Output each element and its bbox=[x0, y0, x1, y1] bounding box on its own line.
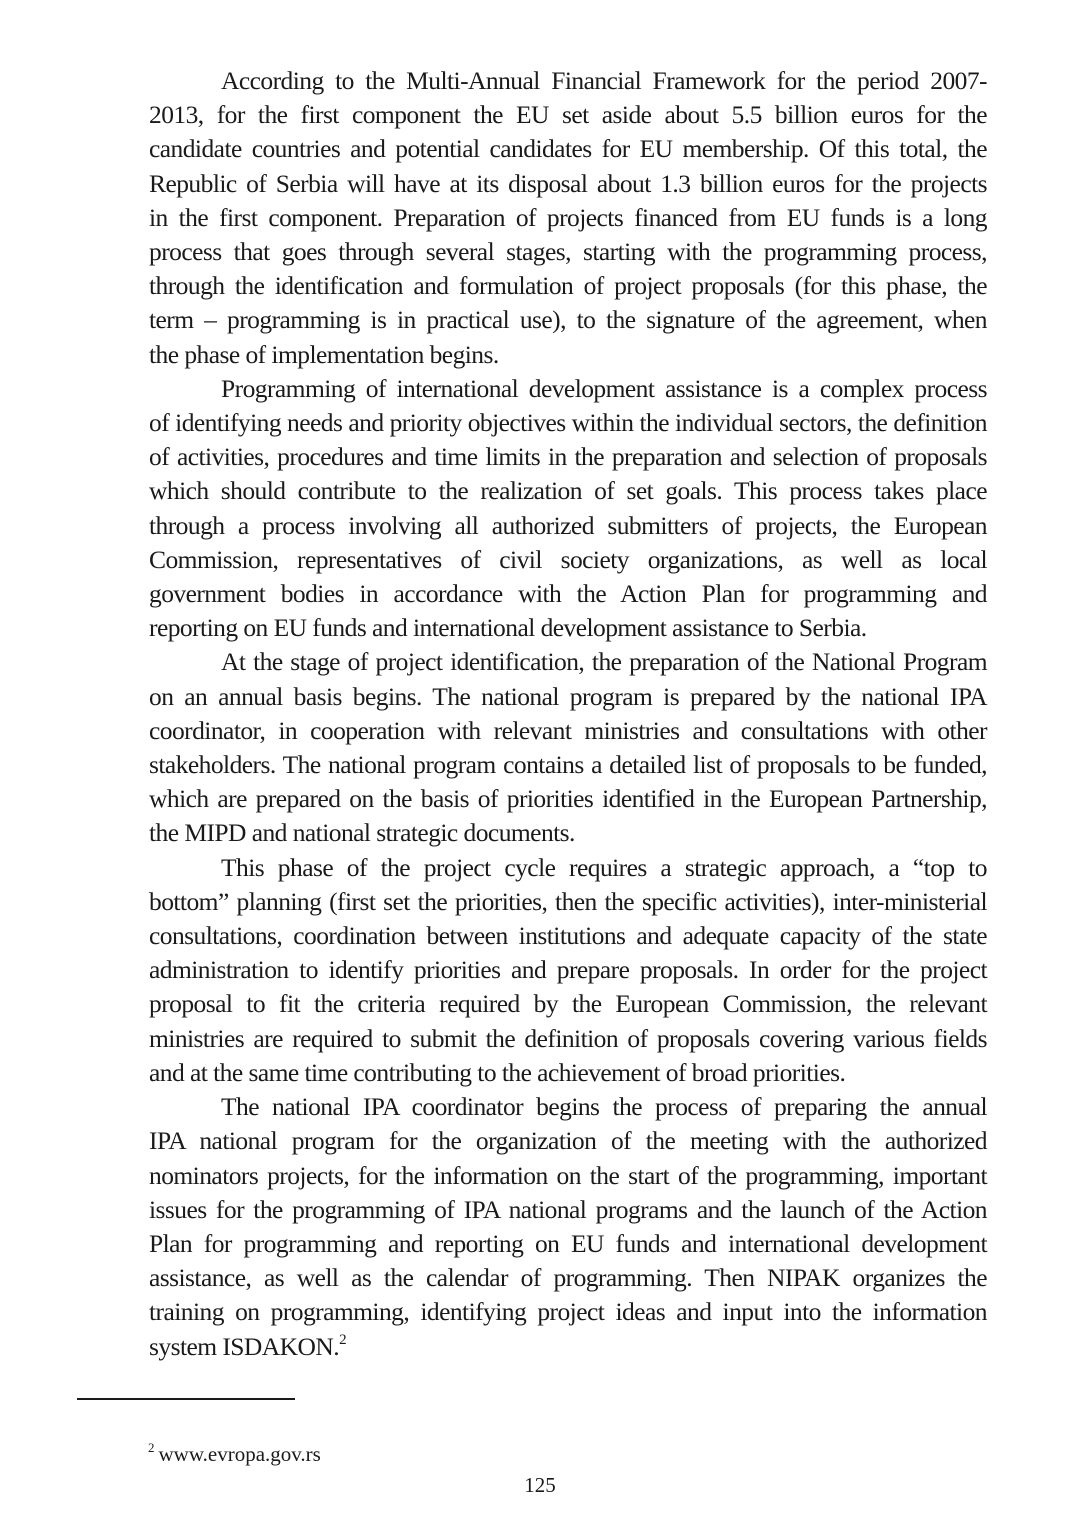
footnote-reference[interactable]: 2 bbox=[339, 1331, 347, 1348]
text-line: government bodies in accordance with the Action Plan for programming and bbox=[149, 579, 987, 609]
text-line: stakeholders. The national program contains a detailed list of proposals to be funded, bbox=[149, 750, 987, 780]
text-line: process that goes through several stages, starting with the programming process, bbox=[149, 237, 987, 267]
text-line: of identifying needs and priority objectives within the individual sectors, the definition bbox=[149, 408, 987, 438]
text-line: issues for the programming of IPA national programs and the launch of the Action bbox=[149, 1194, 987, 1224]
paragraph-3 bbox=[77, 645, 987, 850]
text-line: 2013, for the first component the EU set aside about 5.5 billion euros for the bbox=[149, 100, 987, 130]
text-line: administration to identify priorities and prepare proposals. In order for the project bbox=[149, 955, 987, 985]
text-line: The national IPA coordinator begins the process of preparing the annual bbox=[221, 1092, 987, 1122]
text-line: reporting on EU funds and international development assistance to Serbia. bbox=[149, 613, 867, 643]
text-line: which should contribute to the realization of set goals. This process takes place bbox=[149, 476, 987, 506]
text-line: Plan for programming and reporting on EU funds and international development bbox=[149, 1228, 987, 1258]
text-line: nominators projects, for the information on the start of the programming, important bbox=[149, 1160, 987, 1190]
text-line: Commission, representatives of civil society organizations, as well as local bbox=[149, 544, 987, 574]
footnote-text: www.evropa.gov.rs bbox=[158, 1442, 321, 1466]
text-line: Republic of Serbia will have at its disposal about 1.3 billion euros for the projects bbox=[149, 168, 987, 198]
text-line: bottom” planning (first set the priorities, then the specific activities), inter-ministerial bbox=[149, 886, 987, 916]
footnote-separator bbox=[77, 1398, 295, 1400]
page-number: 125 bbox=[524, 1473, 556, 1497]
text-line: the MIPD and national strategic documents. bbox=[149, 818, 575, 848]
text-line: This phase of the project cycle requires a strategic approach, a “top to bbox=[221, 852, 987, 882]
text-line: consultations, coordination between institutions and adequate capacity of the state bbox=[149, 921, 987, 951]
text-line: on an annual basis begins. The national program is prepared by the national IPA bbox=[149, 681, 987, 711]
text-line: IPA national program for the organization of the meeting with the authorized bbox=[149, 1126, 987, 1156]
text-line: through the identification and formulation of project proposals (for this phase, the bbox=[149, 271, 987, 301]
text-line: Programming of international development assistance is a complex process bbox=[221, 373, 987, 403]
text-line: the phase of implementation begins. bbox=[149, 339, 499, 369]
footnote bbox=[148, 1442, 321, 1466]
text-line: and at the same time contributing to the achievement of broad priorities. bbox=[149, 1057, 846, 1087]
text-line: which are prepared on the basis of priorities identified in the European Partnership, bbox=[149, 784, 987, 814]
text-line: in the first component. Preparation of projects financed from EU funds is a long bbox=[149, 202, 987, 232]
text-line: system ISDAKON. bbox=[149, 1331, 340, 1361]
text-line: assistance, as well as the calendar of programming. Then NIPAK organizes the bbox=[149, 1263, 987, 1293]
text-line: of activities, procedures and time limits in the preparation and selection of proposals bbox=[149, 442, 987, 472]
paragraph-2 bbox=[77, 372, 987, 646]
text-line: coordinator, in cooperation with relevant ministries and consultations with other bbox=[149, 715, 987, 745]
text-line: through a process involving all authorized submitters of projects, the European bbox=[149, 510, 987, 540]
text-line: According to the Multi-Annual Financial Framework for the period 2007- bbox=[221, 66, 987, 95]
text-line-with-footnote bbox=[77, 1330, 987, 1364]
paragraph-5 bbox=[77, 1090, 987, 1364]
paragraph-4 bbox=[77, 851, 987, 1090]
footnote-marker: 2 bbox=[148, 1440, 155, 1455]
text-line: candidate countries and potential candidates for EU membership. Of this total, the bbox=[149, 134, 987, 164]
text-line: term – programming is in practical use), to the signature of the agreement, when bbox=[149, 305, 987, 335]
text-line: ministries are required to submit the definition of proposals covering various fields bbox=[149, 1023, 987, 1053]
paragraph-1 bbox=[77, 64, 987, 372]
text-line: At the stage of project identification, the preparation of the National Program bbox=[221, 647, 987, 677]
text-line: proposal to fit the criteria required by the European Commission, the relevant bbox=[149, 989, 987, 1019]
text-line: training on programming, identifying project ideas and input into the information bbox=[149, 1297, 987, 1327]
page-body bbox=[77, 64, 987, 1364]
